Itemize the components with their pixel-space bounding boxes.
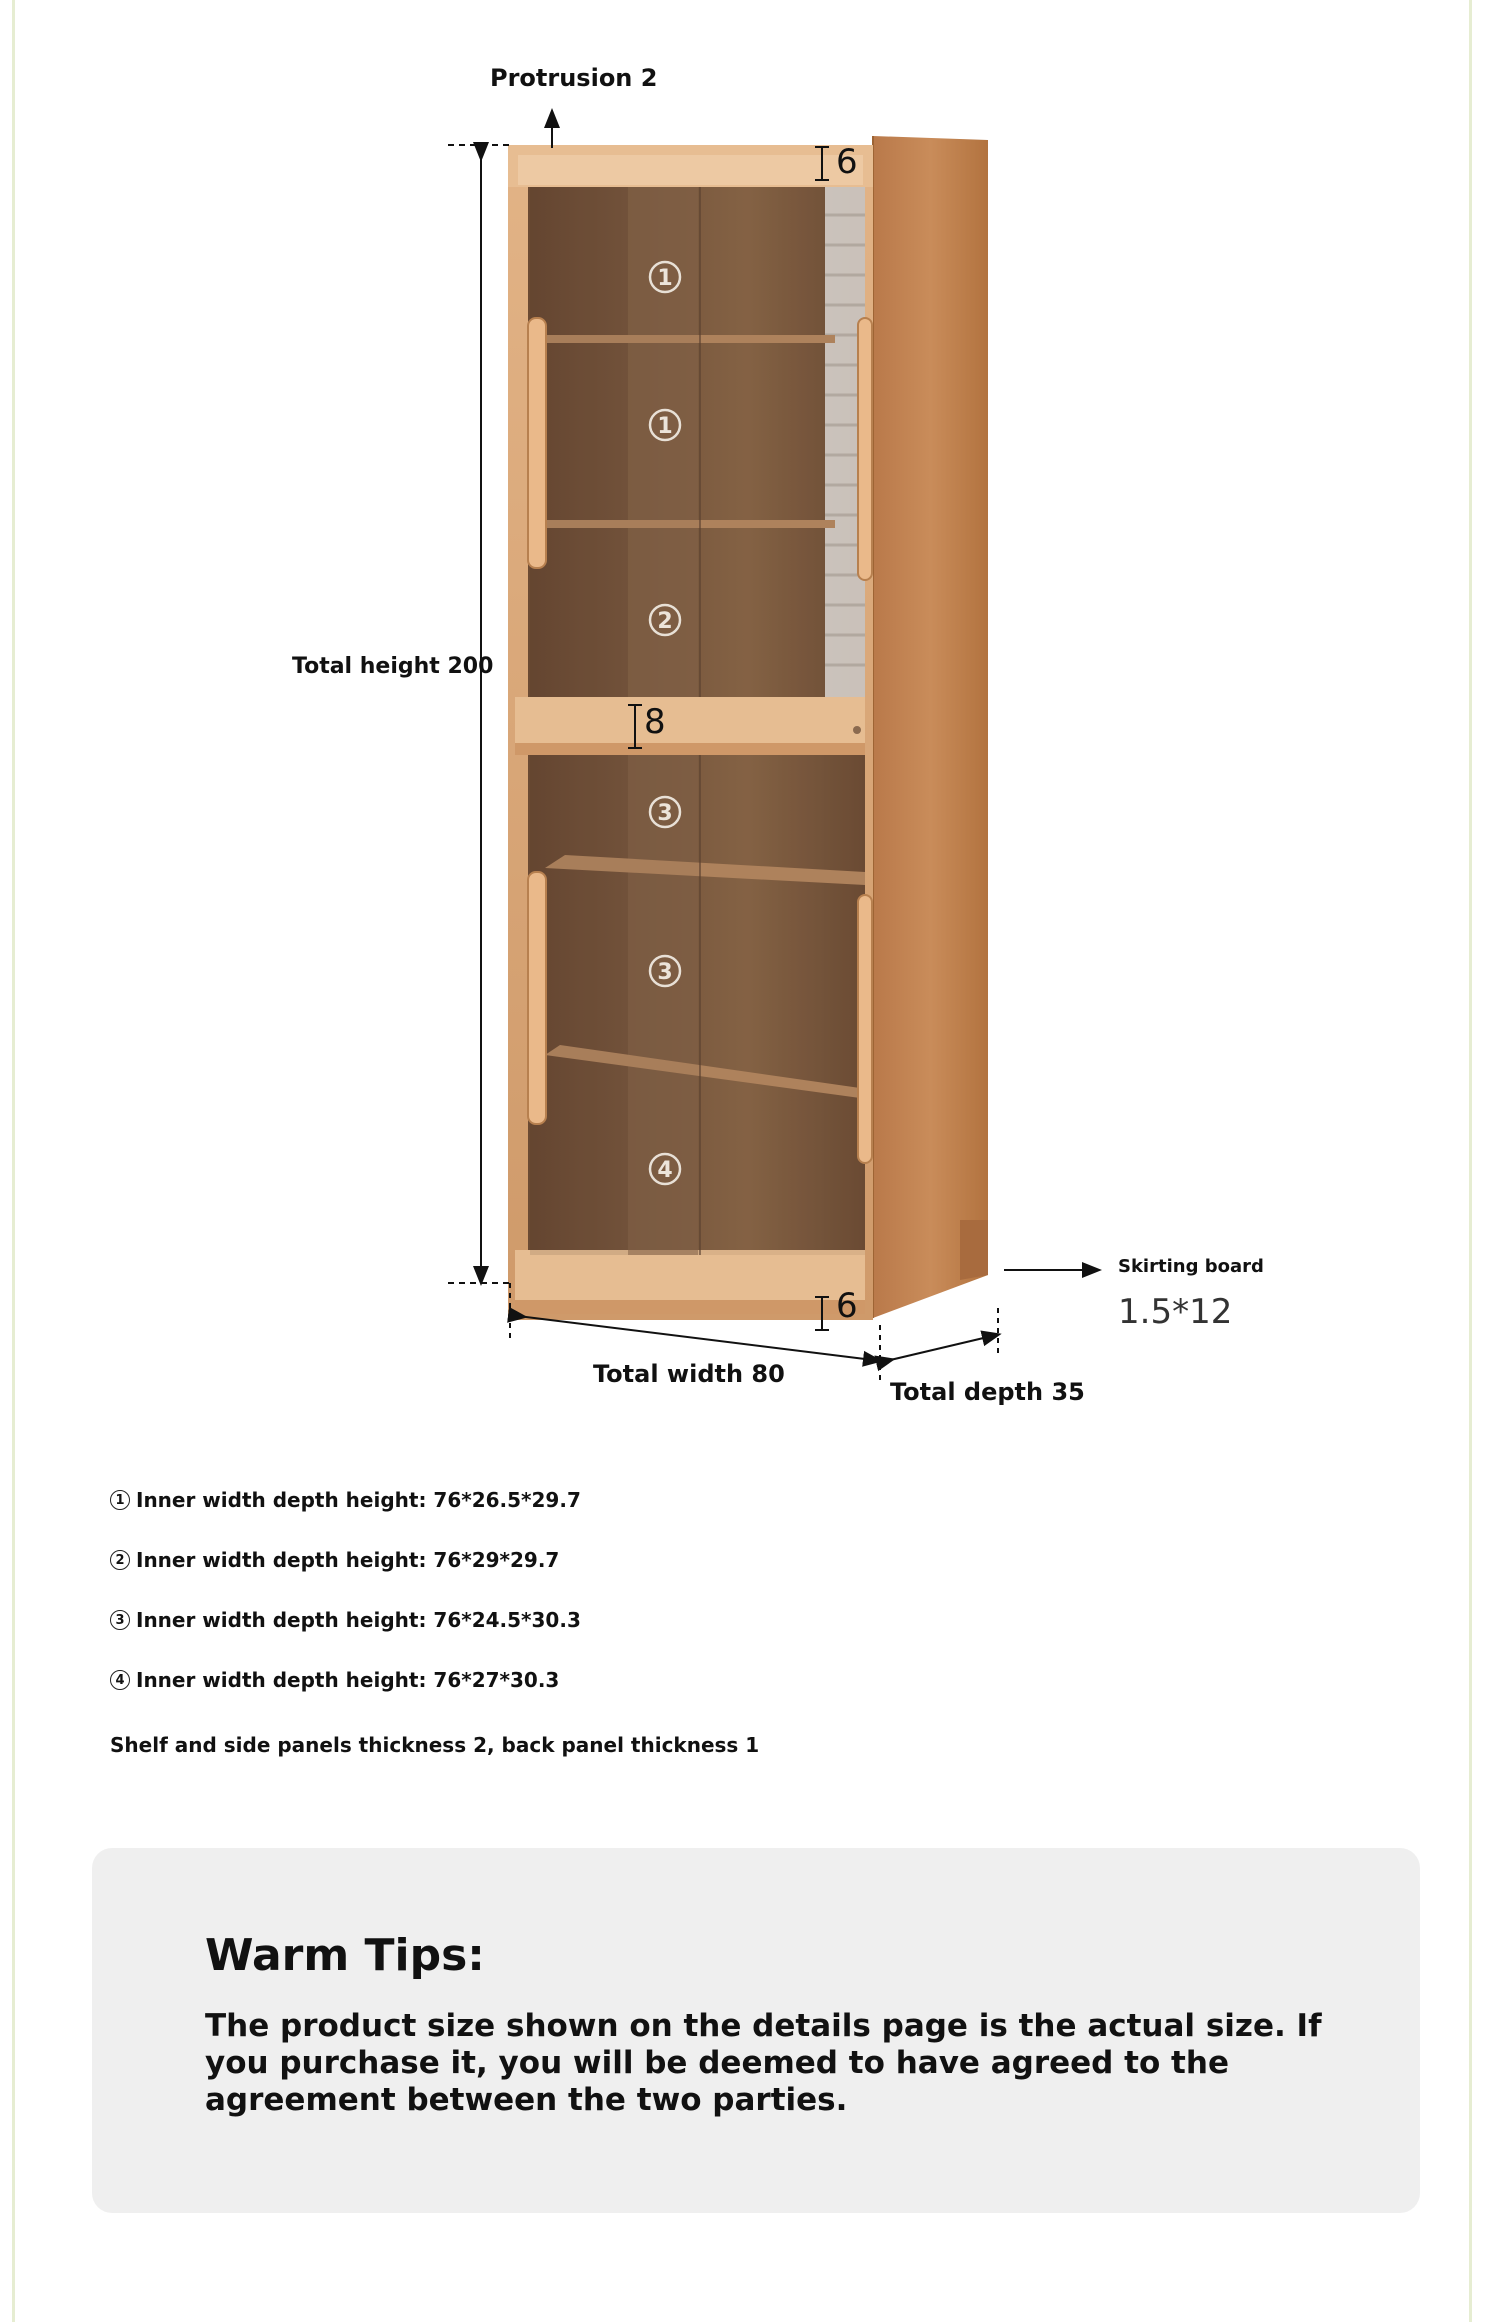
skirting-board-label: Skirting board <box>1118 1256 1264 1277</box>
spec-text-4: Inner width depth height: 76*27*30.3 <box>136 1668 560 1692</box>
marker-icon-1: 1 <box>110 1490 130 1510</box>
warm-tips-body: The product size shown on the details page is the actual size. If you purchase it, you will be deemed to have agreed to the agreement between the two parties. <box>205 2008 1322 2118</box>
marker-icon-2: 2 <box>110 1550 130 1570</box>
spec-text-2: Inner width depth height: 76*29*29.7 <box>136 1548 560 1572</box>
compartment-marker-3: 2 <box>657 609 673 634</box>
warm-tips-title: Warm Tips: <box>205 1930 485 1981</box>
total-height-label: Total height 200 <box>292 654 494 679</box>
total-depth-label: Total depth 35 <box>890 1378 1085 1406</box>
compartment-marker-4: 3 <box>657 801 673 826</box>
panel-thickness-note: Shelf and side panels thickness 2, back panel thickness 1 <box>110 1733 760 1757</box>
spec-text-3: Inner width depth height: 76*24.5*30.3 <box>136 1608 581 1632</box>
marker-icon-4: 4 <box>110 1670 130 1690</box>
spec-row-4 <box>110 1650 581 1710</box>
warm-tips-box <box>92 1848 1420 2213</box>
compartment-marker-2: 1 <box>657 414 673 439</box>
marker-icon-3: 3 <box>110 1610 130 1630</box>
compartment-marker-5: 3 <box>657 960 673 985</box>
skirting-board-value: 1.5*12 <box>1118 1292 1233 1332</box>
protrusion-label: Protrusion 2 <box>490 64 658 92</box>
inner-dimensions-list <box>110 1470 581 1710</box>
spec-row-1 <box>110 1470 581 1530</box>
total-width-label: Total width 80 <box>593 1360 785 1388</box>
mid-thickness-label: 8 <box>644 702 666 742</box>
bottom-thickness-label: 6 <box>836 1286 858 1326</box>
spec-text-1: Inner width depth height: 76*26.5*29.7 <box>136 1488 581 1512</box>
spec-row-2 <box>110 1530 581 1590</box>
top-thickness-label: 6 <box>836 142 858 182</box>
side-panel <box>873 136 988 1318</box>
spec-row-3 <box>110 1590 581 1650</box>
compartment-marker-6: 4 <box>657 1158 673 1183</box>
compartment-marker-1: 1 <box>657 266 673 291</box>
